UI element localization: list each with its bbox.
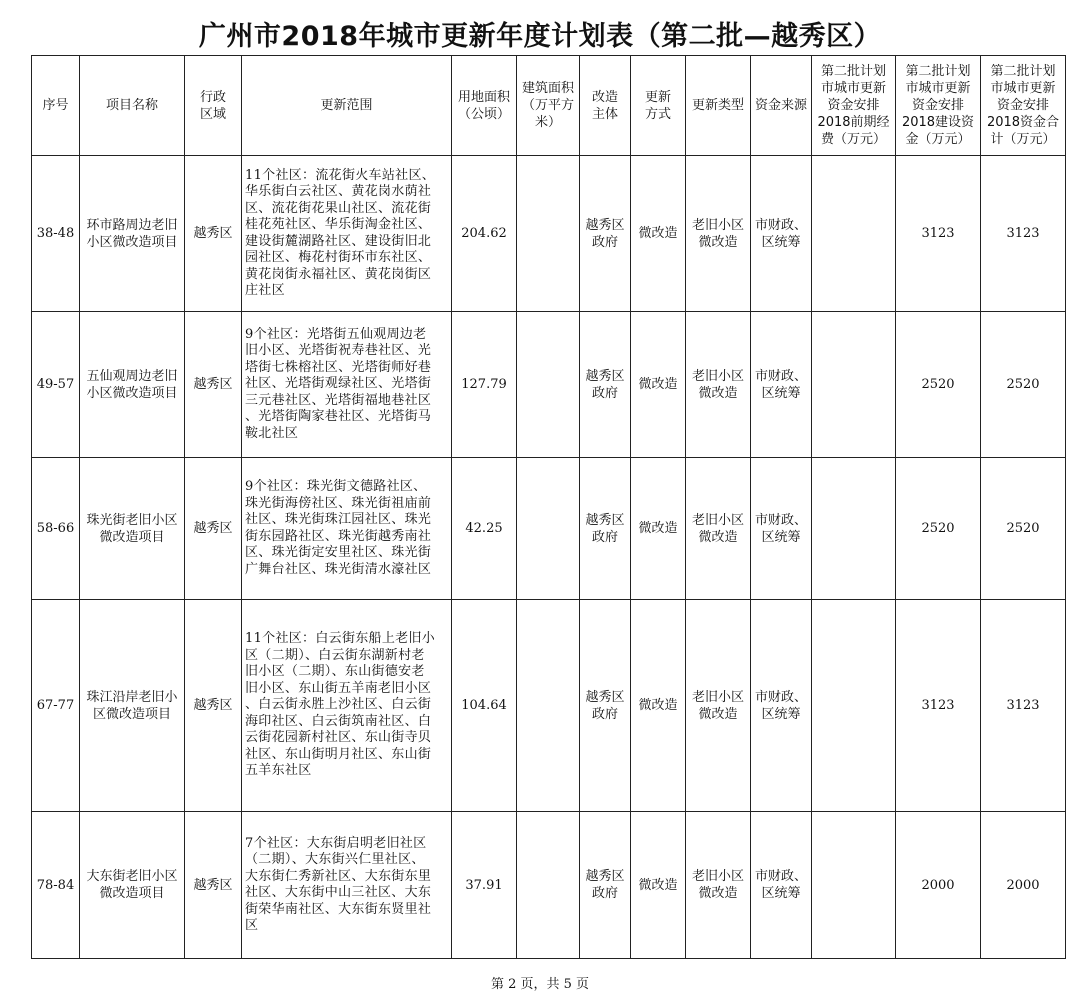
cell-no: 78-84 [32, 812, 80, 959]
table-row [32, 156, 1066, 312]
table-header-row [32, 56, 1066, 156]
page-number: 第 2 页，共 5 页 [490, 977, 590, 992]
cell-range: 7个社区：大东街启明老旧社区 （二期）、大东街兴仁里社区、 大东街仁秀新社区、大东街东里 社区、大东街中山三社区、大东 街荣华南社区、大东街东贤里社 区 [242, 812, 452, 959]
header-pre-funds: 第二批计划 市城市更新 资金安排 2018前期经 费（万元） [812, 56, 896, 156]
cell-method: 微改造 [631, 600, 686, 812]
plan-table [31, 55, 1066, 959]
header-method: 更新 方式 [631, 56, 686, 156]
cell-name: 环市路周边老旧 小区微改造项目 [80, 156, 185, 312]
cell-building-area [517, 312, 580, 458]
cell-land-area: 127.79 [452, 312, 517, 458]
table-row [32, 312, 1066, 458]
header-subject: 改造 主体 [580, 56, 631, 156]
header-name: 项目名称 [80, 56, 185, 156]
cell-subject: 越秀区 政府 [580, 812, 631, 959]
table-row [32, 458, 1066, 600]
header-type: 更新类型 [686, 56, 751, 156]
cell-no: 38-48 [32, 156, 80, 312]
cell-land-area: 204.62 [452, 156, 517, 312]
cell-range: 11个社区：白云街东船上老旧小 区（二期）、白云街东湖新村老 旧小区（二期）、东山街德安老 旧小区、东山街五羊南老旧小区 、白云街永胜上沙社区、白云街 海印社区、白云街筑南社区、白 云街花园新村社区、东山街寺贝 社区、东山街明月社区、东山街 五羊东社区 [242, 600, 452, 812]
cell-fund-source: 市财政、 区统筹 [751, 312, 812, 458]
cell-range: 11个社区：流花街火车站社区、 华乐街白云社区、黄花岗水荫社 区、流花街花果山社区、流花街 桂花苑社区、华乐街淘金社区、 建设街麓湖路社区、建设街旧北 园社区、梅花村街环市东社区、 黄花岗街永福社区、黄花岗街区 庄社区 [242, 156, 452, 312]
cell-land-area: 42.25 [452, 458, 517, 600]
header-land-area: 用地面积 （公顷） [452, 56, 517, 156]
cell-fund-source: 市财政、 区统筹 [751, 812, 812, 959]
cell-district: 越秀区 [185, 812, 242, 959]
cell-type: 老旧小区 微改造 [686, 458, 751, 600]
cell-no: 67-77 [32, 600, 80, 812]
cell-total-funds: 3123 [981, 600, 1066, 812]
cell-district: 越秀区 [185, 600, 242, 812]
cell-building-area [517, 156, 580, 312]
cell-pre-funds [812, 312, 896, 458]
cell-district: 越秀区 [185, 312, 242, 458]
cell-pre-funds [812, 812, 896, 959]
page-title: 广州市2018年城市更新年度计划表（第二批—越秀区） [198, 21, 882, 52]
cell-method: 微改造 [631, 812, 686, 959]
cell-type: 老旧小区 微改造 [686, 312, 751, 458]
table-row [32, 812, 1066, 959]
cell-range: 9个社区：珠光街文德路社区、 珠光街海傍社区、珠光街祖庙前 社区、珠光街珠江园社区、珠光 街东园路社区、珠光街越秀南社 区、珠光街定安里社区、珠光街 广舞台社区、珠光街清水濠社区 [242, 458, 452, 600]
cell-total-funds: 2000 [981, 812, 1066, 959]
header-fund-source: 资金来源 [751, 56, 812, 156]
header-construction-funds: 第二批计划 市城市更新 资金安排 2018建设资 金（万元） [896, 56, 981, 156]
header-district: 行政 区域 [185, 56, 242, 156]
cell-no: 58-66 [32, 458, 80, 600]
cell-building-area [517, 812, 580, 959]
cell-construction-funds: 2520 [896, 312, 981, 458]
cell-construction-funds: 3123 [896, 600, 981, 812]
cell-name: 珠光街老旧小区 微改造项目 [80, 458, 185, 600]
cell-name: 五仙观周边老旧 小区微改造项目 [80, 312, 185, 458]
cell-type: 老旧小区 微改造 [686, 812, 751, 959]
cell-name: 珠江沿岸老旧小 区微改造项目 [80, 600, 185, 812]
cell-type: 老旧小区 微改造 [686, 156, 751, 312]
cell-subject: 越秀区 政府 [580, 600, 631, 812]
cell-construction-funds: 2520 [896, 458, 981, 600]
cell-type: 老旧小区 微改造 [686, 600, 751, 812]
cell-district: 越秀区 [185, 458, 242, 600]
header-building-area: 建筑面积 （万平方 米） [517, 56, 580, 156]
cell-pre-funds [812, 600, 896, 812]
cell-pre-funds [812, 156, 896, 312]
cell-building-area [517, 600, 580, 812]
cell-total-funds: 2520 [981, 458, 1066, 600]
cell-fund-source: 市财政、 区统筹 [751, 600, 812, 812]
cell-method: 微改造 [631, 312, 686, 458]
cell-construction-funds: 3123 [896, 156, 981, 312]
cell-construction-funds: 2000 [896, 812, 981, 959]
cell-name: 大东街老旧小区 微改造项目 [80, 812, 185, 959]
cell-fund-source: 市财政、 区统筹 [751, 156, 812, 312]
cell-pre-funds [812, 458, 896, 600]
header-total-funds: 第二批计划 市城市更新 资金安排 2018资金合 计（万元） [981, 56, 1066, 156]
cell-land-area: 37.91 [452, 812, 517, 959]
cell-total-funds: 3123 [981, 156, 1066, 312]
cell-method: 微改造 [631, 458, 686, 600]
cell-land-area: 104.64 [452, 600, 517, 812]
cell-subject: 越秀区 政府 [580, 312, 631, 458]
cell-subject: 越秀区 政府 [580, 156, 631, 312]
cell-method: 微改造 [631, 156, 686, 312]
table-row [32, 600, 1066, 812]
header-range: 更新范围 [242, 56, 452, 156]
cell-total-funds: 2520 [981, 312, 1066, 458]
cell-building-area [517, 458, 580, 600]
cell-subject: 越秀区 政府 [580, 458, 631, 600]
cell-range: 9个社区：光塔街五仙观周边老 旧小区、光塔街祝寿巷社区、光 塔街七株榕社区、光塔街师好巷 社区、光塔街观绿社区、光塔街 三元巷社区、光塔街福地巷社区 、光塔街陶家巷社区、光塔街马 鞍北社区 [242, 312, 452, 458]
cell-district: 越秀区 [185, 156, 242, 312]
cell-no: 49-57 [32, 312, 80, 458]
cell-fund-source: 市财政、 区统筹 [751, 458, 812, 600]
header-no: 序号 [32, 56, 80, 156]
